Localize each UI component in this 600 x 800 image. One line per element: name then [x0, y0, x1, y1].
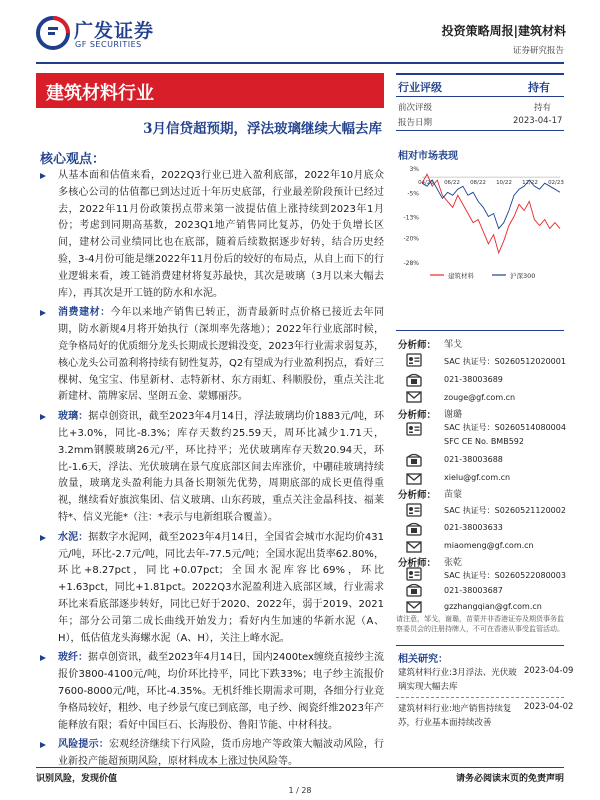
- gf-logo-icon: [36, 16, 70, 50]
- bullet-icon: [40, 310, 46, 316]
- rating-top-rule: [396, 73, 564, 75]
- core-paragraph-5: [36, 650, 384, 734]
- analyst-email[interactable]: miaomeng@gf.com.cn: [444, 541, 534, 550]
- analyst-name: 苗蒙: [444, 490, 463, 500]
- email-icon: [406, 472, 422, 486]
- analyst-name: 邹戈: [444, 340, 463, 350]
- related-divider: [396, 645, 564, 646]
- analyst-sac: SAC 执证号：S0260512020001: [444, 357, 566, 366]
- report-date-label: 报告日期: [398, 118, 433, 128]
- y-tick-label: -20%: [403, 235, 419, 243]
- paragraph-lead: 水泥：: [58, 531, 89, 543]
- series-line-2: [422, 180, 560, 229]
- y-tick-label: -28%: [403, 260, 419, 267]
- y-tick-label: -13%: [403, 214, 419, 222]
- phone-icon: [406, 583, 422, 597]
- paragraph-lead: 玻璃：: [58, 411, 89, 423]
- prev-rating-label: 前次评级: [398, 103, 433, 113]
- analyst-phone: 021-38003688: [444, 455, 503, 464]
- analyst-sac: SAC 执证号：S0260522080003: [444, 571, 566, 580]
- email-icon: [406, 390, 422, 404]
- core-paragraph-4: [36, 530, 384, 648]
- paragraph-lead: 消费建材：: [58, 307, 111, 319]
- logo-english-name: GF SECURITIES: [75, 40, 142, 49]
- analyst-label: 分析师：: [398, 410, 437, 421]
- x-tick-label: 04/22: [418, 180, 434, 187]
- page-number: 1 / 28: [288, 786, 312, 795]
- license-note: 请注意，邹戈，谢璐，苗蒙并非香港证券及期货事务监察委员会的注册持牌人，不可在香港从事受监管活动。: [396, 615, 564, 633]
- id-card-icon: [406, 503, 422, 517]
- footer-divider: [36, 767, 564, 768]
- id-card-icon: [406, 567, 422, 581]
- core-paragraph-3: [36, 409, 384, 527]
- y-tick-label: 3%: [409, 166, 419, 173]
- paragraph-lead: 风险提示：: [58, 739, 109, 751]
- analyst-name: 谢璐: [444, 410, 463, 420]
- id-card-icon: [406, 353, 422, 367]
- report-subtitle: 3月信贷超预期，浮法玻璃继续大幅去库: [143, 121, 382, 137]
- x-tick-label: 10/22: [496, 180, 512, 187]
- x-tick-label: 08/22: [470, 180, 486, 187]
- analyst-sac: SAC 执证号：S0260521120002: [444, 506, 566, 515]
- bullet-icon: [40, 535, 46, 541]
- series-line-1: [422, 174, 560, 253]
- paragraph-text: 据卓创资讯，截至2023年4月14日，国内2400tex缠绕直接纱主流报价3800-4100元/吨，均价环比持平，同比下跌33%；电子纱主流报价7600-8000元/吨，环比-4.35%。无机纤维长期需求可期，各细分行业竞争格局较好，粗纱、电子纱景气度已到底部，电子纱、阀瓷纤维2023年产能释放有限；看好中国巨石、长海股份、鲁阳节能、中材科技。: [58, 652, 384, 731]
- x-tick-label: 12/22: [522, 180, 538, 187]
- prev-rating-value: 持有: [534, 103, 552, 113]
- analyst-sfc: SFC CE No. BMB592: [444, 437, 524, 446]
- core-paragraph-2: [36, 305, 384, 406]
- analyst-email[interactable]: zouge@gf.com.cn: [444, 393, 516, 402]
- core-heading: 核心观点：: [40, 152, 106, 167]
- core-paragraph-6: [36, 737, 384, 771]
- phone-icon: [406, 373, 422, 387]
- analyst-phone: 021-38003633: [444, 523, 503, 532]
- bullet-icon: [40, 414, 46, 420]
- analyst-phone: 021-38003689: [444, 375, 503, 384]
- logo-chinese-name: 广发证券: [74, 20, 155, 42]
- legend-label-1: 建筑材料: [448, 272, 474, 280]
- y-tick-label: -5%: [407, 190, 419, 198]
- related-item[interactable]: 建筑材料行业:地产销售持续复苏，行业基本面持续改善: [398, 704, 512, 728]
- analyst-divider: [396, 330, 564, 331]
- analyst-label: 分析师：: [398, 490, 437, 501]
- rating-label: 行业评级: [398, 81, 442, 94]
- legend-label-2: 沪深300: [510, 272, 536, 280]
- analyst-label: 分析师：: [398, 340, 437, 351]
- rating-value: 持有: [528, 81, 550, 94]
- related-item[interactable]: 建筑材料行业:3月浮法、光伏玻璃实现大幅去库: [398, 668, 517, 692]
- footer-slogan: 识别风险，发现价值: [36, 774, 118, 784]
- paragraph-text: 宏观经济继续下行风险，货币房地产等政策大幅波动风险，行业新投产能超预期风险，原材料成本上涨过快风险等。: [58, 739, 385, 768]
- phone-icon: [406, 453, 422, 467]
- report-date-value: 2023-04-17: [513, 116, 563, 126]
- core-body: [36, 168, 384, 774]
- paragraph-text: 据数字水泥网，截至2023年4月14日，全国省会城市水泥均价431元/吨，环比-2.7元/吨，同比去年-77.5元/吨；全国水泥出货率62.80%，环比+8.27pct，同比+0.07pct；全国水泥库容比69%，环比+1.63pct，同比+1.81pct。2022Q3水泥盈利进入底部区域，行业需求环比来看底部逐步转好，同比已好于2020、2022年，弱于2019、2021年；部分公司第二成长曲线开始发力；看好内生加速的华新水泥（A、H），低估值龙头海螺水泥（A、H），关注上峰水泥。: [58, 531, 385, 644]
- paragraph-lead: 玻纤：: [58, 652, 89, 664]
- bullet-icon: [40, 655, 46, 661]
- analyst-email[interactable]: xielu@gf.com.cn: [444, 473, 511, 482]
- x-tick-label: 06/22: [444, 180, 460, 187]
- related-item-divider: [396, 697, 564, 698]
- phone-icon: [406, 522, 422, 536]
- header-divider: [36, 62, 564, 64]
- industry-title-band: [36, 73, 384, 108]
- bullet-icon: [40, 173, 46, 179]
- paragraph-text: 今年以来地产销售已转正，沥青最新时点价格已接近去年同期，防水新规4月将开始执行（深圳率先落地）；2022年行业底部时候，竞争格局好的优质细分龙头长期成长逻辑没变，2023年行业需求弱复苏，核心龙头公司盈利将持续有韧性复苏，Q2有望成为行业盈利拐点，看好三棵树、兔宝宝、伟星新材、志特新材、东方雨虹、科顺股份，重点关注北新建材、箭牌家居、坚朗五金、蒙娜丽莎。: [58, 307, 385, 403]
- rating-rule: [396, 96, 564, 97]
- id-card-icon: [406, 422, 422, 436]
- rating-bottom-rule: [396, 130, 564, 131]
- email-icon: [406, 540, 422, 554]
- core-paragraph-1: [36, 168, 384, 302]
- bullet-icon: [40, 742, 46, 748]
- analyst-phone: 021-38003687: [444, 586, 503, 595]
- market-chart-title: 相对市场表现: [398, 151, 458, 162]
- related-heading: 相关研究：: [398, 654, 448, 665]
- analyst-email[interactable]: gzzhangqian@gf.com.cn: [444, 602, 542, 611]
- report-subtype: 证券研究报告: [512, 46, 564, 56]
- related-date: 2023-04-09: [524, 666, 574, 676]
- analyst-sac: SAC 执证号：S0260514080004: [444, 423, 566, 432]
- paragraph-text: 从基本面和估值来看，2022Q3行业已进入盈利底部，2022年10月底众多核心公司的估值都已到达过近十年历史底部，行业最差阶段预计已经过去，2022年11月份政策拐点带来第一波提估值上涨持续到2023年1月份；考虑到同期高基数，2023Q1地产销售同比复苏，仍处于负增长区间，建材公司业绩同比也在底部，随着后续数据逐步好转，结合历史经验，3-4月份可能是继2022年11月份后的较好的布局点，从自上而下的行业逻辑来看，竣工链消费建材将复苏最快，其次是玻璃（3月以来大幅去库），再其次是开工链的防水和水泥。: [58, 170, 384, 299]
- footer-disclaimer[interactable]: 请务必阅读末页的免责声明: [455, 774, 564, 784]
- email-icon: [406, 600, 422, 614]
- industry-title: 建筑材料行业: [46, 83, 154, 104]
- relative-performance-chart: [396, 162, 564, 287]
- report-type: 投资策略周报|建筑材料: [441, 24, 566, 38]
- paragraph-text: 据卓创资讯，截至2023年4月14日，浮法玻璃均价1883元/吨，环比+3.0%，同比-8.3%；库存天数约25.59天，周环比减少1.71天，3.2mm钢膜玻璃26元/平，环比持平；光伏玻璃库存天数20.94天，环比-1.6天，浮法、光伏玻璃在景气度底部区间去库涨价，中硼硅玻璃持续放量，玻璃龙头盈利能力具备长期领先优势，周期底部的成长更值得重视，继续看好旗滨集团、信义玻璃、山东药玻，重点关注金晶科技、福莱特*、信义光能*（注：*表示与电新组联合覆盖）。: [58, 411, 385, 523]
- related-date: 2023-04-02: [524, 702, 574, 712]
- x-tick-label: 02/23: [548, 180, 564, 187]
- analyst-name: 张乾: [444, 558, 463, 568]
- analyst-label: 分析师：: [398, 558, 437, 569]
